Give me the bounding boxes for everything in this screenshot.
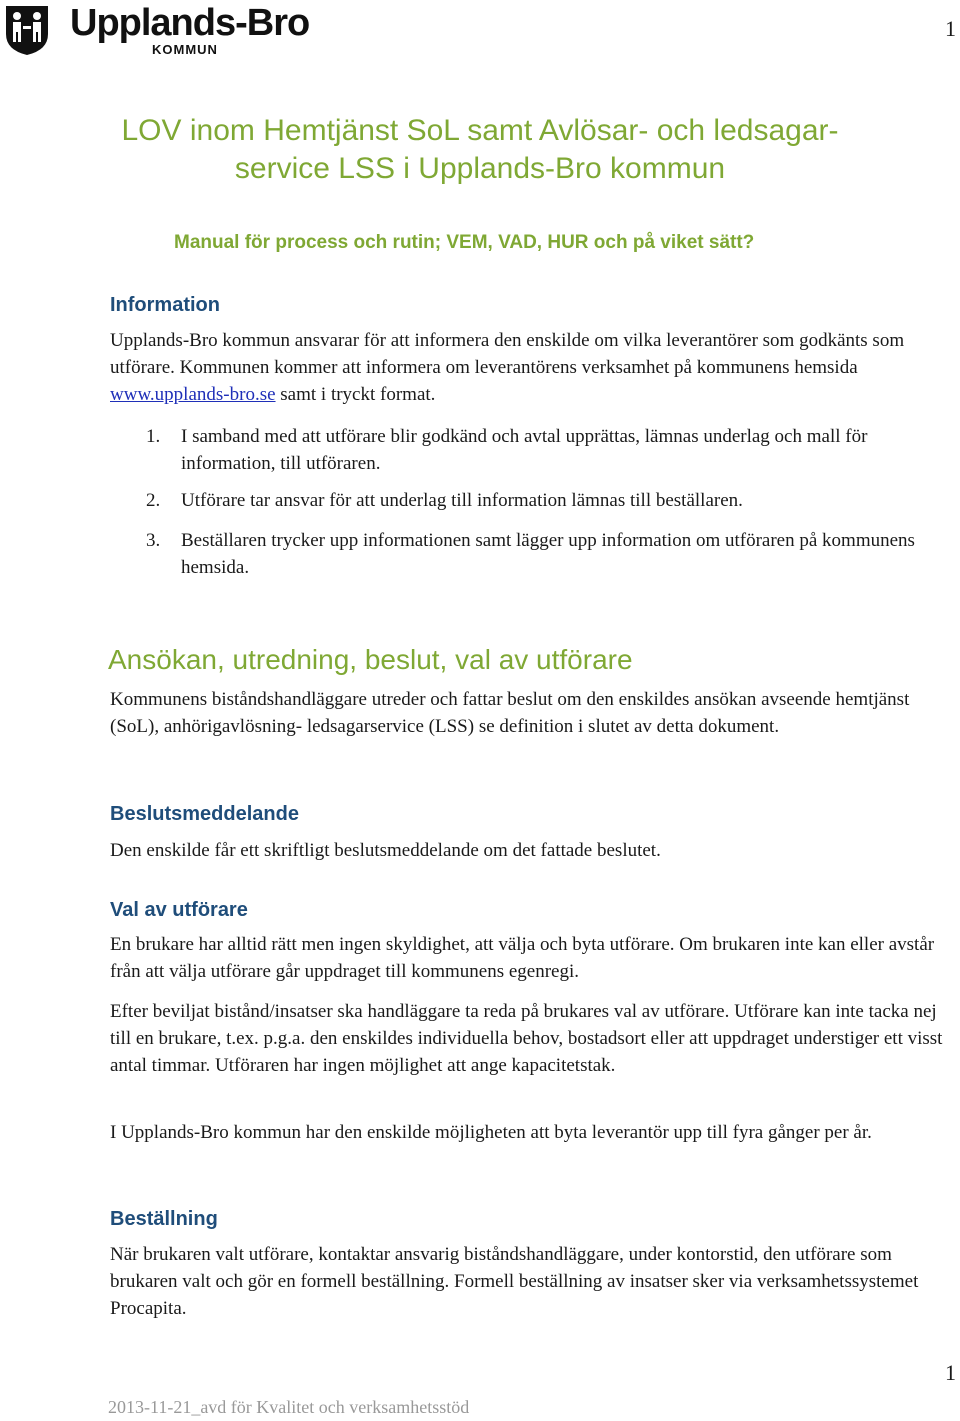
website-link[interactable]: www.upplands-bro.se [110, 384, 276, 405]
bestallning-paragraph: När brukaren valt utförare, kontaktar ansvarig biståndshandläggare, under kontorstid, den utförare som brukaren valt och gör en formell beställning. Formell beställning av insatser sker via verksamhetssystemet Procapita. [110, 1244, 919, 1319]
ansokan-paragraph: Kommunens biståndshandläggare utreder och fattar beslut om den enskildes ansökan avseende hemtjänst (SoL), anhörigavlösning- ledsagarservice (LSS) se definition i slutet av detta dokument. [110, 689, 910, 737]
list-number: 1. [146, 426, 161, 447]
document-subtitle: Manual för process och rutin; VEM, VAD, HUR och på viket sätt? [174, 232, 755, 253]
list-number: 3. [146, 530, 161, 551]
list-text: Utförare tar ansvar för att underlag till information lämnas till beställaren. [181, 490, 743, 511]
information-text-c: samt i tryckt format. [280, 384, 436, 405]
list-text: I samband med att utförare blir godkänd och avtal upprättas, lämnas underlag och mall för information, till utföraren. [181, 426, 868, 474]
information-list-item-1 [146, 423, 956, 477]
logo-wordmark: Upplands-Bro [70, 2, 310, 44]
information-list-item-2 [146, 487, 956, 514]
information-heading: Information [110, 294, 220, 316]
list-number: 2. [146, 490, 161, 511]
val-paragraph-2: Efter beviljat bistånd/insatser ska handläggare ta reda på brukares val av utförare. Utförare kan inte tacka nej till en brukare, t.ex. p.g.a. den enskildes individuella behov, bostadsort eller att uppdraget understiger ett visst antal timmar. Utföraren har ingen möjlighet att ange kapacitetstak. [110, 1001, 943, 1076]
page-number-bottom: 1 [945, 1360, 956, 1385]
val-paragraph-3: I Upplands-Bro kommun har den enskilde möjligheten att byta leverantör upp till fyra gånger per år. [110, 1122, 872, 1143]
logo-subtitle: KOMMUN [152, 42, 218, 57]
beslut-paragraph: Den enskilde får ett skriftligt beslutsmeddelande om det fattade beslutet. [110, 840, 661, 861]
val-heading: Val av utförare [110, 899, 248, 921]
bestallning-heading: Beställning [110, 1208, 218, 1230]
information-list-item-3 [146, 527, 956, 581]
municipality-logo [4, 2, 334, 56]
coat-of-arms-icon [4, 4, 50, 56]
information-paragraph [110, 327, 955, 408]
document-title: LOV inom Hemtjänst SoL samt Avlösar- och ledsagar-service LSS i Upplands-Bro kommun [121, 114, 839, 185]
information-text-a: Upplands-Bro kommun ansvarar för att informera den enskilde om vilka leverantörer som godkänts som utförare. [110, 330, 905, 378]
list-text: Beställaren trycker upp informationen samt lägger upp information om utföraren på kommunens hemsida. [181, 530, 915, 578]
information-text-b: Kommunen kommer att informera om leverantörens verksamhet på kommunens hemsida [179, 357, 858, 378]
beslut-heading: Beslutsmeddelande [110, 803, 299, 825]
footer-text: 2013-11-21_avd för Kvalitet och verksamhetsstöd [108, 1397, 470, 1417]
val-paragraph-1: En brukare har alltid rätt men ingen skyldighet, att välja och byta utförare. Om brukaren inte kan eller avstår från att välja utförare går uppdraget till kommunens egenregi. [110, 934, 935, 982]
page-number-top: 1 [945, 16, 956, 41]
ansokan-heading: Ansökan, utredning, beslut, val av utförare [108, 644, 633, 675]
